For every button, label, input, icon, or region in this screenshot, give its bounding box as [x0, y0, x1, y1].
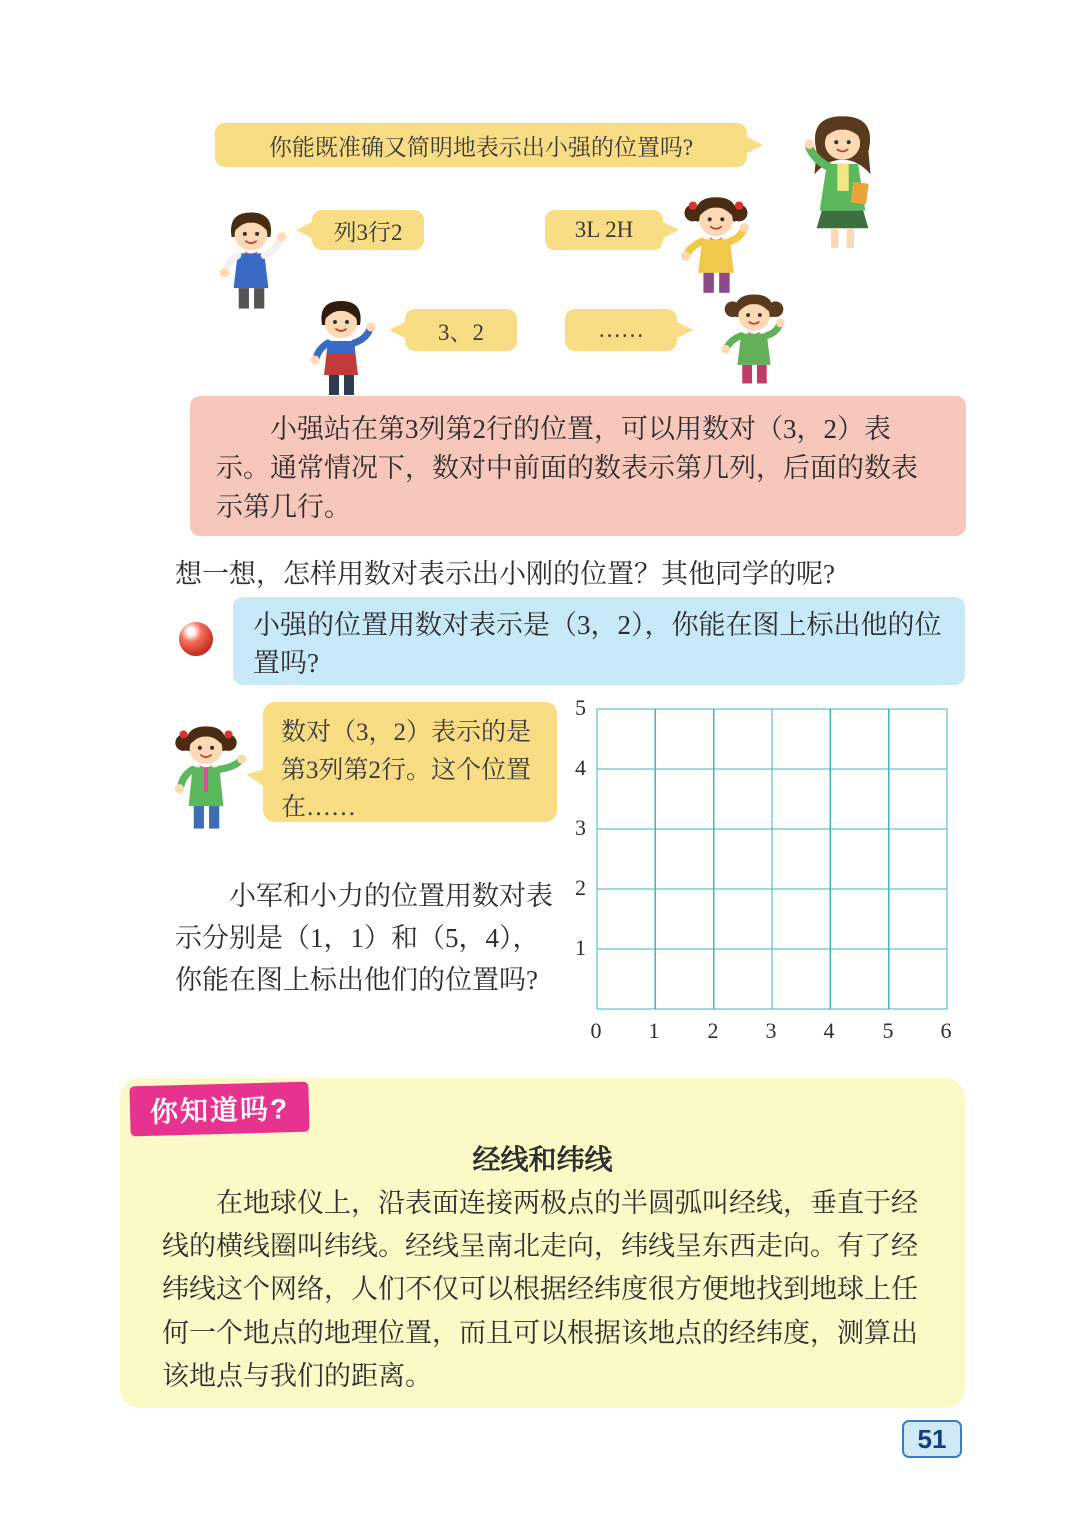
teacher-question-bubble: [215, 123, 747, 167]
explanation-box: [190, 396, 966, 536]
y-tick-2: 2: [575, 875, 586, 900]
student-girl-1-illustration: [668, 192, 764, 297]
coordinate-grid: [596, 708, 948, 1010]
hint-girl-illustration: [160, 720, 252, 838]
red-ball-bullet: [179, 622, 213, 656]
did-you-know-body-text: 在地球仪上，沿表面连接两极点的半圆弧叫经线，垂直于经线的横线圈叫纬线。经线呈南北走向，纬线呈东西走向。有了经纬线这个网络，人们不仅可以根据经纬度很方便地找到地球上任何一个地点的地理位置，而且可以根据该地点的经纬度，测算出该地点与我们的距离。: [162, 1188, 918, 1391]
did-you-know-body: [162, 1182, 924, 1398]
y-tick-4: 4: [575, 755, 586, 780]
teacher-illustration: [785, 110, 900, 250]
x-tick-5: 5: [882, 1018, 894, 1043]
page-number-badge: [902, 1420, 962, 1458]
answer-bubble-3: [405, 309, 517, 351]
did-you-know-title: 经线和纬线: [472, 1145, 613, 1176]
answer-text-2: 3L 2H: [574, 217, 634, 242]
did-you-know-label: 你知道吗?: [129, 1082, 309, 1137]
y-tick-5: 5: [575, 695, 586, 720]
student-boy-2-illustration: [292, 295, 390, 400]
x-tick-3: 3: [765, 1018, 777, 1043]
page-number: 51: [917, 1423, 947, 1454]
task-box: [233, 597, 965, 685]
teacher-question-text: 你能既准确又简明地表示出小强的位置吗?: [268, 134, 694, 160]
task2-text: 小军和小力的位置用数对表示分别是（1，1）和（5，4），你能在图上标出他们的位置吗?: [175, 881, 553, 995]
hint-text: 数对（3，2）表示的是第3列第2行。这个位置在……: [281, 719, 532, 821]
student-boy-1-illustration: [205, 205, 297, 315]
x-tick-2: 2: [707, 1018, 719, 1043]
answer-text-4: ……: [598, 317, 644, 342]
student-girl-2-illustration: [710, 286, 798, 391]
explanation-text: 小强站在第3列第2行的位置，可以用数对（3，2）表示。通常情况下，数对中前面的数表示第几列，后面的数表示第几行。: [216, 414, 918, 523]
think-prompt: 想一想，怎样用数对表示出小刚的位置？其他同学的呢?: [175, 559, 835, 589]
task-text: 小强的位置用数对表示是（3，2），你能在图上标出他的位置吗?: [253, 610, 942, 678]
hint-bubble: [263, 702, 557, 822]
answer-bubble-1: [312, 210, 424, 250]
answer-bubble-2: [545, 210, 663, 250]
y-tick-3: 3: [575, 815, 586, 840]
x-tick-6: 6: [940, 1018, 952, 1043]
x-tick-4: 4: [823, 1018, 835, 1043]
y-tick-1: 1: [575, 935, 586, 960]
answer-text-3: 3、2: [438, 319, 484, 345]
answer-bubble-4: [565, 309, 677, 351]
answer-text-1: 列3行2: [333, 219, 403, 245]
x-tick-1: 1: [648, 1018, 660, 1043]
x-tick-0: 0: [590, 1018, 602, 1043]
task2-text-block: [175, 876, 555, 1002]
